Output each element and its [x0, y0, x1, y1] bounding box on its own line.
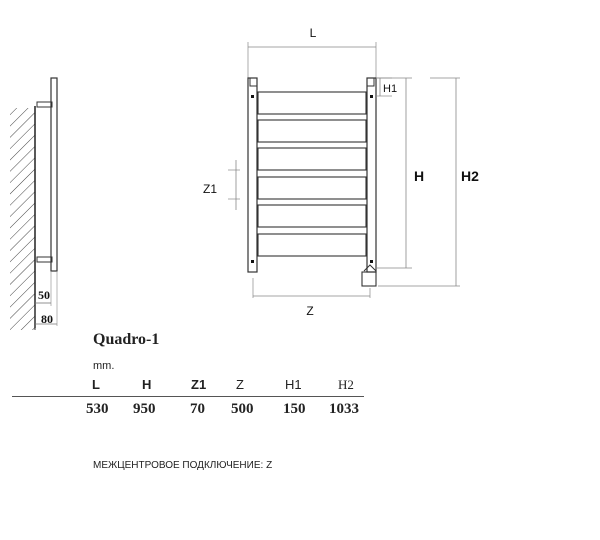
rung	[258, 120, 366, 142]
col-header-H: H	[142, 377, 152, 392]
bottom-bracket	[37, 257, 52, 262]
rung	[258, 148, 366, 170]
value-H2: 1033	[329, 401, 359, 417]
valve-body	[362, 272, 376, 286]
mount-point	[251, 260, 254, 263]
dim-80-label: 80	[41, 312, 53, 326]
dim-H2-label: H2	[461, 168, 479, 184]
left-upright	[248, 78, 257, 272]
mount-point	[251, 95, 254, 98]
rung	[258, 92, 366, 114]
connection-note: МЕЖЦЕНТРОВОЕ ПОДКЛЮЧЕНИЕ: Z	[93, 460, 273, 471]
value-H1: 150	[283, 401, 306, 417]
value-H: 950	[133, 401, 156, 417]
top-cap-right	[367, 78, 374, 86]
rung	[258, 205, 366, 227]
dim-50-label: 50	[38, 288, 50, 302]
wall-hatching	[10, 108, 35, 330]
col-header-Z1: Z1	[191, 377, 207, 392]
rung	[258, 177, 366, 199]
top-cap-left	[250, 78, 257, 86]
col-header-H1: H1	[285, 377, 302, 392]
dim-Z1-label: Z1	[202, 182, 218, 196]
top-bracket	[37, 102, 52, 107]
dim-L-label: L	[309, 26, 317, 40]
col-header-H2: H2	[338, 377, 354, 392]
mount-point	[370, 260, 373, 263]
right-upright	[367, 78, 376, 272]
front-view	[203, 26, 479, 318]
side-view	[10, 78, 57, 330]
value-Z: 500	[231, 401, 254, 417]
dim-Z-label: Z	[306, 304, 314, 318]
model-title: Quadro-1	[93, 331, 160, 348]
valve-connector	[364, 265, 376, 271]
value-L: 530	[86, 401, 109, 417]
rung	[258, 234, 366, 256]
col-header-Z: Z	[236, 377, 244, 392]
col-header-L: L	[92, 377, 100, 392]
table-rule	[12, 396, 364, 397]
units-label: mm.	[93, 360, 115, 372]
dim-H-label: H	[413, 168, 425, 184]
value-Z1: 70	[190, 401, 205, 417]
dim-H1-label: H1	[383, 83, 398, 95]
mount-point	[370, 95, 373, 98]
